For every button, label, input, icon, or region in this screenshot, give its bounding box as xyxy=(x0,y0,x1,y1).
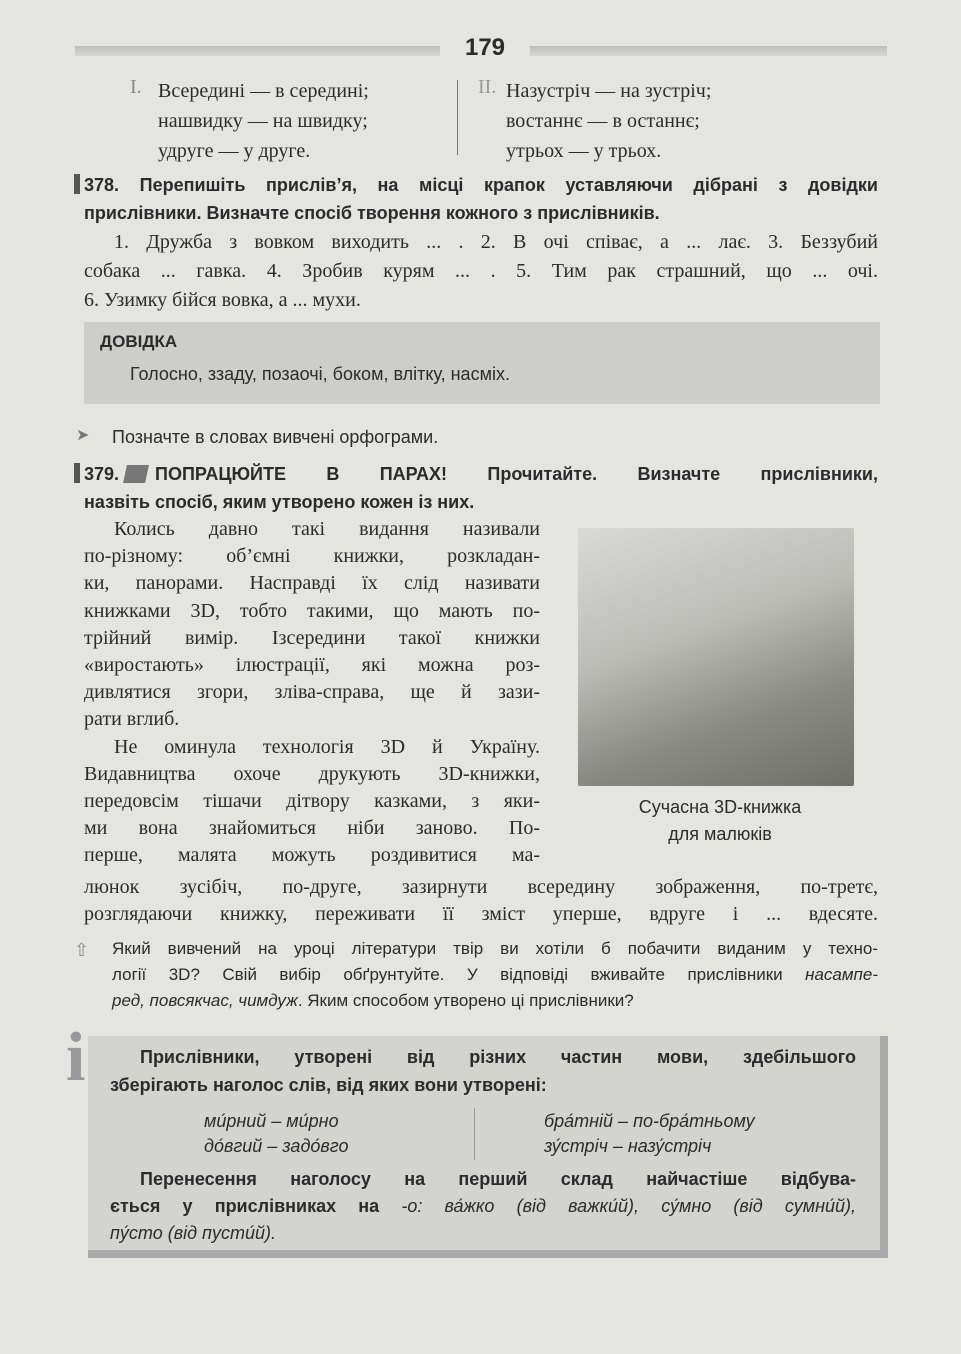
question-line: Який вивчений на уроці літератури твір ви хотіли б побачити виданим у техно- xyxy=(112,939,878,958)
column-divider xyxy=(457,80,458,155)
example: до́вгий – задо́вго xyxy=(204,1136,349,1156)
text-line: Видавництва охоче друкують 3D-книжки, xyxy=(84,762,540,785)
intro-item: удруге — у друге. xyxy=(158,140,311,162)
text-line: передовсім тішачи дітвору казками, з яки- xyxy=(84,790,540,813)
examples-right xyxy=(544,1109,755,1159)
text-line: трійний вимір. Ізсередини такої книжки xyxy=(84,626,540,649)
task-line: Перепишіть прислів’я, на місці крапок уставляючи дібрані з довідки xyxy=(139,175,878,195)
hint-box xyxy=(84,322,880,404)
text-line: рати вглиб. xyxy=(84,708,180,731)
question xyxy=(112,936,878,1014)
text-line: перше, малята можуть роздивитися ма- xyxy=(84,844,540,867)
caption-line: Сучасна 3D-книжка xyxy=(638,797,802,817)
photo-caption xyxy=(600,794,840,848)
exercise-marker xyxy=(74,463,80,483)
text-line: дивлятися згори, зліва-справа, ще й зази- xyxy=(84,681,540,704)
text-line: Не оминула технологія 3D й Україну. xyxy=(114,735,540,758)
text-line: ки, панорами. Насправді їх слід називати xyxy=(84,572,540,595)
text-line: розглядаючи книжку, переживати її зміст уперше, вдруге і ... вдесяте. xyxy=(84,903,878,925)
exercise-379-task xyxy=(84,460,878,516)
exercise-379-text-wide xyxy=(84,874,878,928)
rule-line: зберігають наголос слів, від яких вони утворені: xyxy=(110,1075,547,1095)
3d-book-photo xyxy=(578,528,854,786)
hint-title: ДОВІДКА xyxy=(100,332,178,351)
exercise-marker xyxy=(74,174,80,194)
exercise-number: 378. xyxy=(84,175,120,195)
rule-line: ється у прислівниках на xyxy=(110,1196,402,1216)
up-arrow-icon: ⇧ xyxy=(74,940,90,960)
page-number: 179 xyxy=(440,34,530,62)
text-line: 1. Дружба з вовком виходить ... . 2. В очі співає, а ... лає. 3. Беззубий xyxy=(114,231,878,253)
text-line: 6. Узимку бійся вовка, а ... мухи. xyxy=(84,289,361,311)
examples-divider xyxy=(474,1108,475,1160)
list-marker-2: II. xyxy=(478,76,497,98)
text-line: ми вона знайомиться ніби заново. По- xyxy=(84,817,540,840)
text-line: люнок зусібіч, по-друге, зазирнути всередину зображення, по-третє, xyxy=(84,876,878,898)
text-line: по-різному: об’ємні книжки, розкладан- xyxy=(84,545,540,568)
rule-line: Перенесення наголосу на перший склад найчастіше відбува- xyxy=(140,1169,856,1189)
text-line: Колись давно такі видання називали xyxy=(114,518,540,540)
text-line: книжками 3D, тобто такими, що мають по- xyxy=(84,599,540,622)
example: бра́тній – по-бра́тньому xyxy=(544,1111,755,1131)
exercise-number: 379. xyxy=(84,464,120,484)
examples-left xyxy=(204,1109,348,1159)
exercise-379-text xyxy=(84,516,540,870)
rule-examples: пу́сто (від пусти́й). xyxy=(110,1223,276,1243)
hint-text: Голосно, ззаду, позаочі, боком, влітку, насміх. xyxy=(130,364,510,384)
text-line: «виростають» ілюстрації, які можна роз- xyxy=(84,654,540,677)
info-icon: і xyxy=(66,1019,86,1096)
intro-item: утрьох — у трьох. xyxy=(506,140,662,162)
italic-terms: ред, повсякчас, чимдуж xyxy=(112,991,298,1010)
text-line: собака ... гавка. 4. Зробив курям ... . 5. Тим рак страшний, що ... очі. xyxy=(84,260,878,282)
task-line: ПОПРАЦЮЙТЕ В ПАРАХ! Прочитайте. Визначте прислівники, xyxy=(155,464,878,484)
extra-task: Позначте в словах вивчені орфограми. xyxy=(112,427,439,447)
intro-item: Назустріч — на зустріч; xyxy=(506,80,712,102)
rule-examples: -о: ва́жко (від важки́й), су́мно (від сумни́й), xyxy=(401,1196,856,1216)
task-line: назвіть спосіб, яким утворено кожен із них. xyxy=(84,492,475,512)
intro-column-2 xyxy=(506,76,711,166)
question-line: логії 3D? Свій вибір обґрунтуйте. У відповіді вживайте прислівники xyxy=(112,965,806,984)
rule-2 xyxy=(110,1166,856,1247)
intro-column-1 xyxy=(158,76,369,166)
italic-term: насампе- xyxy=(805,965,878,984)
pencil-icon xyxy=(123,465,149,483)
question-line: . Яким способом утворено ці прислівники? xyxy=(297,991,634,1010)
example: зу́стріч – назу́стріч xyxy=(544,1136,712,1156)
rule-line: Прислівники, утворені від різних частин мови, здебільшого xyxy=(140,1047,856,1067)
task-line: прислівники. Визначте спосіб творення кожного з прислівників. xyxy=(84,203,660,223)
arrow-icon: ➤ xyxy=(76,427,90,444)
exercise-378-text xyxy=(84,228,878,315)
rule-1 xyxy=(110,1043,856,1099)
caption-line: для малюків xyxy=(668,824,772,844)
intro-item: Всередині — в середині; xyxy=(158,80,369,102)
list-marker-1: I. xyxy=(130,76,142,98)
example: ми́рний – ми́рно xyxy=(204,1111,339,1131)
intro-item: востаннє — в останнє; xyxy=(506,110,700,132)
exercise-378-task xyxy=(84,171,878,227)
intro-item: нашвидку — на швидку; xyxy=(158,110,368,132)
